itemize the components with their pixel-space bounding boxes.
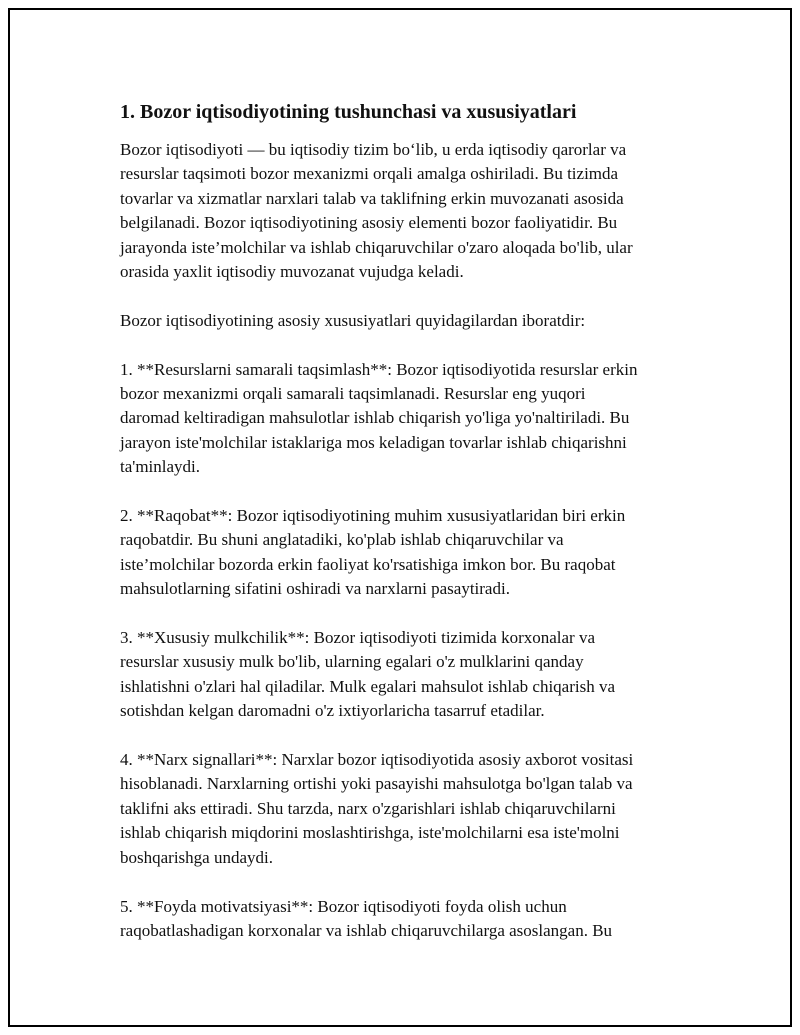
list-item-profit-motivation [120, 895, 690, 944]
section-heading: 1. Bozor iqtisodiyotining tushunchasi va xususiyatlari [120, 101, 577, 123]
text-line: orasida yaxlit iqtisodiy muvozanat vujudga keladi. [120, 262, 464, 282]
text-line: 4. **Narx signallari**: Narxlar bozor iqtisodiyotida asosiy axborot vositasi [120, 750, 634, 770]
text-line: 1. **Resurslarni samarali taqsimlash**: Bozor iqtisodiyotida resurslar erkin [120, 359, 638, 379]
text-line: Bozor iqtisodiyotining asosiy xususiyatlari quyidagilardan iboratdir: [120, 310, 586, 330]
text-line: mahsulotlarning sifatini oshiradi va narxlarni pasaytiradi. [120, 579, 510, 599]
text-line: 2. **Raqobat**: Bozor iqtisodiyotining muhim xususiyatlaridan biri erkin [120, 506, 626, 526]
document-body [120, 98, 690, 968]
text-line: iste’molchilar bozorda erkin faoliyat ko'rsatishiga imkon bor. Bu raqobat [120, 554, 616, 574]
text-line: Bozor iqtisodiyoti — bu iqtisodiy tizim bo‘lib, u erda iqtisodiy qarorlar va [120, 140, 627, 159]
text-line: daromad keltiradigan mahsulotlar ishlab chiqarish yo'liga yo'naltiriladi. Bu [120, 408, 630, 428]
text-line: resurslar taqsimoti bozor mexanizmi orqali amalga oshiriladi. Bu tizimda [120, 164, 619, 184]
list-item-competition [120, 504, 690, 602]
text-line: bozor mexanizmi orqali samarali taqsimlanadi. Resurslar eng yuqori [120, 384, 586, 404]
text-line: ishlab chiqarish miqdorini moslashtirishga, iste'molchilarni esa iste'molni [120, 823, 620, 843]
text-line: ishlatishni o'zlari hal qiladilar. Mulk egalari mahsulot ishlab chiqarish va [120, 676, 616, 696]
list-intro-paragraph [120, 309, 690, 333]
text-line: hisoblanadi. Narxlarning ortishi yoki pasayishi mahsulotga bo'lgan talab va [120, 774, 633, 794]
text-line: 5. **Foyda motivatsiyasi**: Bozor iqtisodiyoti foyda olish uchun [120, 896, 567, 916]
text-line: boshqarishga undaydi. [120, 847, 273, 867]
list-item-resource-allocation [120, 358, 690, 480]
text-line: ta'minlaydi. [120, 457, 201, 477]
text-line: sotishdan kelgan daromadni o'z ixtiyorlaricha tasarruf etadilar. [120, 701, 545, 721]
text-line: resurslar xususiy mulk bo'lib, ularning egalari o'z mulklarini qanday [120, 652, 584, 672]
text-line: 3. **Xususiy mulkchilik**: Bozor iqtisodiyoti tizimida korxonalar va [120, 628, 596, 648]
list-item-private-property [120, 626, 690, 724]
page-frame [8, 8, 792, 1027]
text-line: belgilanadi. Bozor iqtisodiyotining asosiy elementi bozor faoliyatidir. Bu [120, 213, 618, 233]
intro-paragraph [120, 138, 690, 284]
text-line: raqobatdir. Bu shuni anglatadiki, ko'plab ishlab chiqaruvchilar va [120, 530, 564, 550]
text-line: tovarlar va xizmatlar narxlari talab va taklifning erkin muvozanati asosida [120, 188, 624, 208]
text-line: jarayon iste'molchilar istaklariga mos keladigan tovarlar ishlab chiqarishni [120, 432, 627, 452]
text-line: jarayonda iste’molchilar va ishlab chiqaruvchilar o'zaro aloqada bo'lib, ular [120, 237, 633, 257]
text-line: taklifni aks ettiradi. Shu tarzda, narx o'zgarishlari ishlab chiqaruvchilarni [120, 798, 616, 818]
text-line: raqobatlashadigan korxonalar va ishlab chiqaruvchilarga asoslangan. Bu [120, 920, 613, 940]
list-item-price-signals [120, 748, 690, 870]
